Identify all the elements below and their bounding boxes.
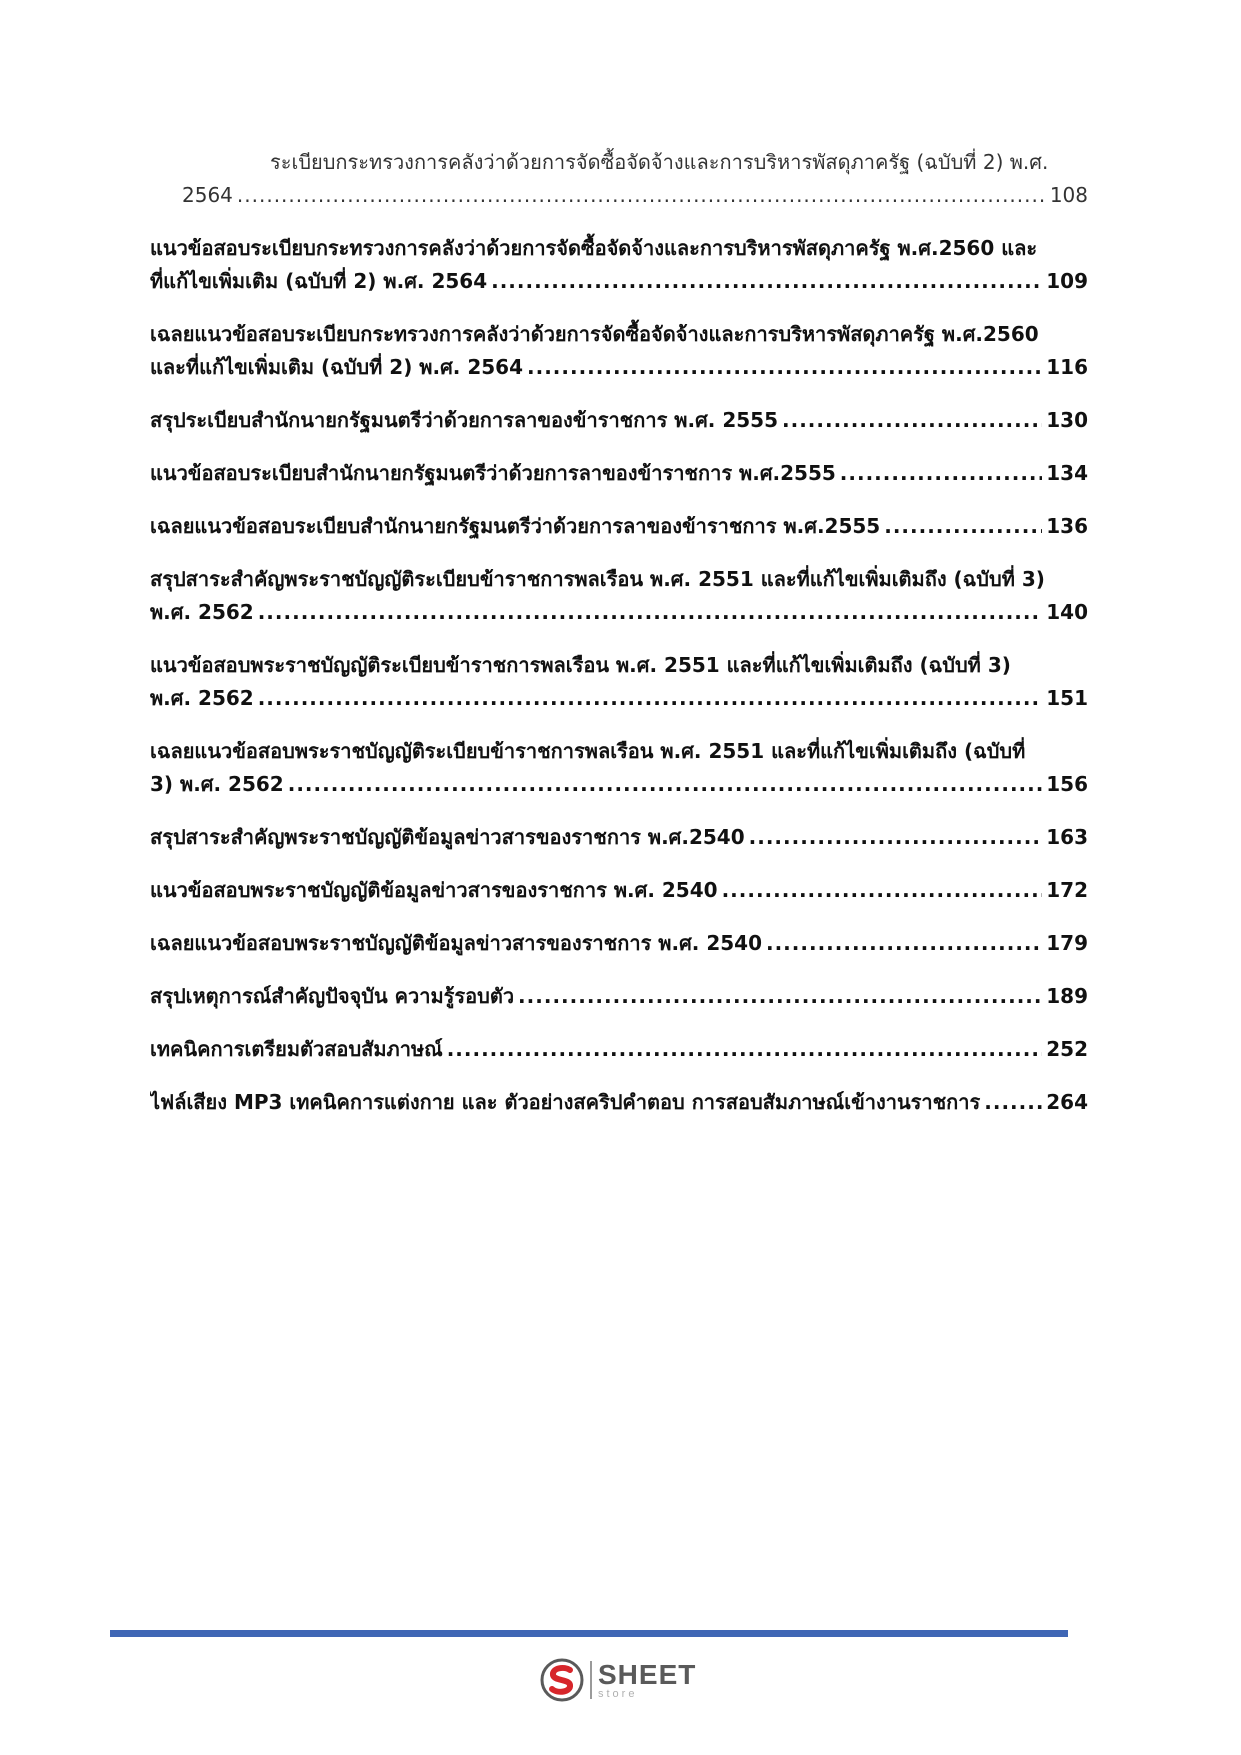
toc-entry-text: ไฟล์เสียง MP3 เทคนิคการแต่งกาย และ ตัวอย่างสคริปคำตอบ การสอบสัมภาษณ์เข้างานราชการ [150, 1090, 981, 1114]
toc-entry-last-line [150, 682, 1088, 715]
toc-page-number: 172 [1046, 878, 1088, 902]
toc-entry-last-line [150, 596, 1088, 629]
toc-entry-text: สรุประเบียบสำนักนายกรัฐมนตรีว่าด้วยการลาของข้าราชการ พ.ศ. 2555 [150, 408, 778, 432]
toc-entry[interactable] [150, 404, 1088, 437]
toc-page-number: 116 [1046, 355, 1088, 379]
toc-entry[interactable] [150, 510, 1088, 543]
toc-entry[interactable] [150, 457, 1088, 490]
toc-entry-text: เทคนิคการเตรียมตัวสอบสัมภาษณ์ [150, 1037, 443, 1061]
toc-page-number: 156 [1046, 772, 1088, 796]
toc-entry-text: เฉลยแนวข้อสอบระเบียบกระทรวงการคลังว่าด้วยการจัดซื้อจัดจ้างและการบริหารพัสดุภาครัฐ พ.ศ.2560 [150, 322, 1039, 346]
toc-entry-text: แนวข้อสอบพระราชบัญญัติระเบียบข้าราชการพลเรือน พ.ศ. 2551 และที่แก้ไขเพิ่มเติมถึง (ฉบับที่ 3) [150, 653, 1011, 677]
toc-entry-text: ที่แก้ไขเพิ่มเติม (ฉบับที่ 2) พ.ศ. 2564 [150, 269, 488, 293]
toc-entry-last-line [150, 768, 1088, 801]
toc-entry-text: เฉลยแนวข้อสอบพระราชบัญญัติระเบียบข้าราชการพลเรือน พ.ศ. 2551 และที่แก้ไขเพิ่มเติมถึง (ฉบับที่ [150, 739, 1026, 763]
toc-entry-text: แนวข้อสอบพระราชบัญญัติข้อมูลข่าวสารของราชการ พ.ศ. 2540 [150, 878, 718, 902]
toc-entry-last-line [150, 874, 1088, 907]
dot-leader [258, 682, 1043, 715]
dot-leader [984, 1086, 1042, 1119]
toc-entry-text: ระเบียบกระทรวงการคลังว่าด้วยการจัดซื้อจัดจ้างและการบริหารพัสดุภาครัฐ (ฉบับที่ 2) พ.ศ. [270, 150, 1049, 174]
toc-entry-last-line [150, 265, 1088, 298]
toc-page-number: 109 [1046, 269, 1088, 293]
toc-entry[interactable] [150, 735, 1088, 801]
toc-entry-last-line [150, 1086, 1088, 1119]
toc-entry-text: เฉลยแนวข้อสอบพระราชบัญญัติข้อมูลข่าวสารของราชการ พ.ศ. 2540 [150, 931, 762, 955]
dot-leader [527, 351, 1042, 384]
toc-entry-last-line [150, 404, 1088, 437]
toc-page-number: 163 [1046, 825, 1088, 849]
logo-word: SHEET [598, 1658, 697, 1690]
dot-leader [749, 821, 1043, 854]
toc-entry-text: 3) พ.ศ. 2562 [150, 772, 284, 796]
dot-leader [766, 927, 1042, 960]
dot-leader [258, 596, 1043, 629]
toc-entry[interactable] [150, 232, 1088, 298]
logo-separator [590, 1661, 592, 1699]
toc-page-number: 151 [1046, 686, 1088, 710]
sheet-store-logo [540, 1655, 696, 1705]
toc-entry-last-line [150, 980, 1088, 1013]
toc-entry-last-line [150, 351, 1088, 384]
toc-entry-last-line [150, 510, 1088, 543]
dot-leader [840, 457, 1042, 490]
logo-subword: store [598, 1687, 638, 1700]
toc-entry[interactable] [150, 821, 1088, 854]
dot-leader [491, 265, 1042, 298]
toc-entry[interactable] [150, 318, 1088, 384]
toc-entry-text: สรุปเหตุการณ์สำคัญปัจจุบัน ความรู้รอบตัว [150, 984, 515, 1008]
dot-leader [722, 874, 1043, 907]
dot-leader [447, 1033, 1043, 1066]
toc-entry-last-line [150, 927, 1088, 960]
toc-entry-text: แนวข้อสอบระเบียบกระทรวงการคลังว่าด้วยการจัดซื้อจัดจ้างและการบริหารพัสดุภาครัฐ พ.ศ.2560 และ [150, 236, 1038, 260]
toc-page-number: 108 [1049, 183, 1088, 207]
dot-leader [237, 179, 1046, 212]
toc-entry[interactable] [150, 146, 1088, 212]
dot-leader [782, 404, 1042, 437]
logo-text [598, 1658, 697, 1700]
toc-page-number: 130 [1046, 408, 1088, 432]
sheet-store-logo-icon [540, 1658, 584, 1702]
toc-entry-text: พ.ศ. 2562 [150, 686, 254, 710]
toc-page-number: 252 [1046, 1037, 1088, 1061]
toc-entry[interactable] [150, 1033, 1088, 1066]
toc-entry-text: พ.ศ. 2562 [150, 600, 254, 624]
toc-entry-last-line [150, 821, 1088, 854]
toc-entry[interactable] [150, 1086, 1088, 1119]
toc-page-number: 189 [1046, 984, 1088, 1008]
toc-entry-text: 2564 [182, 183, 233, 207]
toc-entry-last-line [150, 179, 1088, 212]
toc-entry-text: สรุปสาระสำคัญพระราชบัญญัติระเบียบข้าราชการพลเรือน พ.ศ. 2551 และที่แก้ไขเพิ่มเติมถึง (ฉบับที่ 3) [150, 567, 1045, 591]
toc-entry-text: และที่แก้ไขเพิ่มเติม (ฉบับที่ 2) พ.ศ. 2564 [150, 355, 523, 379]
toc-page-number: 179 [1046, 931, 1088, 955]
toc-page-number: 136 [1046, 514, 1088, 538]
dot-leader [884, 510, 1042, 543]
toc-page-number: 264 [1046, 1090, 1088, 1114]
toc-page-number: 134 [1046, 461, 1088, 485]
dot-leader [518, 980, 1042, 1013]
toc-entry-last-line [150, 1033, 1088, 1066]
toc-entry-text: เฉลยแนวข้อสอบระเบียบสำนักนายกรัฐมนตรีว่าด้วยการลาของข้าราชการ พ.ศ.2555 [150, 514, 881, 538]
toc-page-number: 140 [1046, 600, 1088, 624]
footer-rule [110, 1630, 1068, 1637]
toc-entry-text: สรุปสาระสำคัญพระราชบัญญัติข้อมูลข่าวสารของราชการ พ.ศ.2540 [150, 825, 745, 849]
toc-entry[interactable] [150, 927, 1088, 960]
toc-entry[interactable] [150, 980, 1088, 1013]
toc-entry-text: แนวข้อสอบระเบียบสำนักนายกรัฐมนตรีว่าด้วยการลาของข้าราชการ พ.ศ.2555 [150, 461, 836, 485]
toc-entry-last-line [150, 457, 1088, 490]
dot-leader [288, 768, 1043, 801]
toc-entry[interactable] [150, 649, 1088, 715]
toc-entry[interactable] [150, 874, 1088, 907]
table-of-contents [150, 146, 1088, 1139]
toc-entry[interactable] [150, 563, 1088, 629]
